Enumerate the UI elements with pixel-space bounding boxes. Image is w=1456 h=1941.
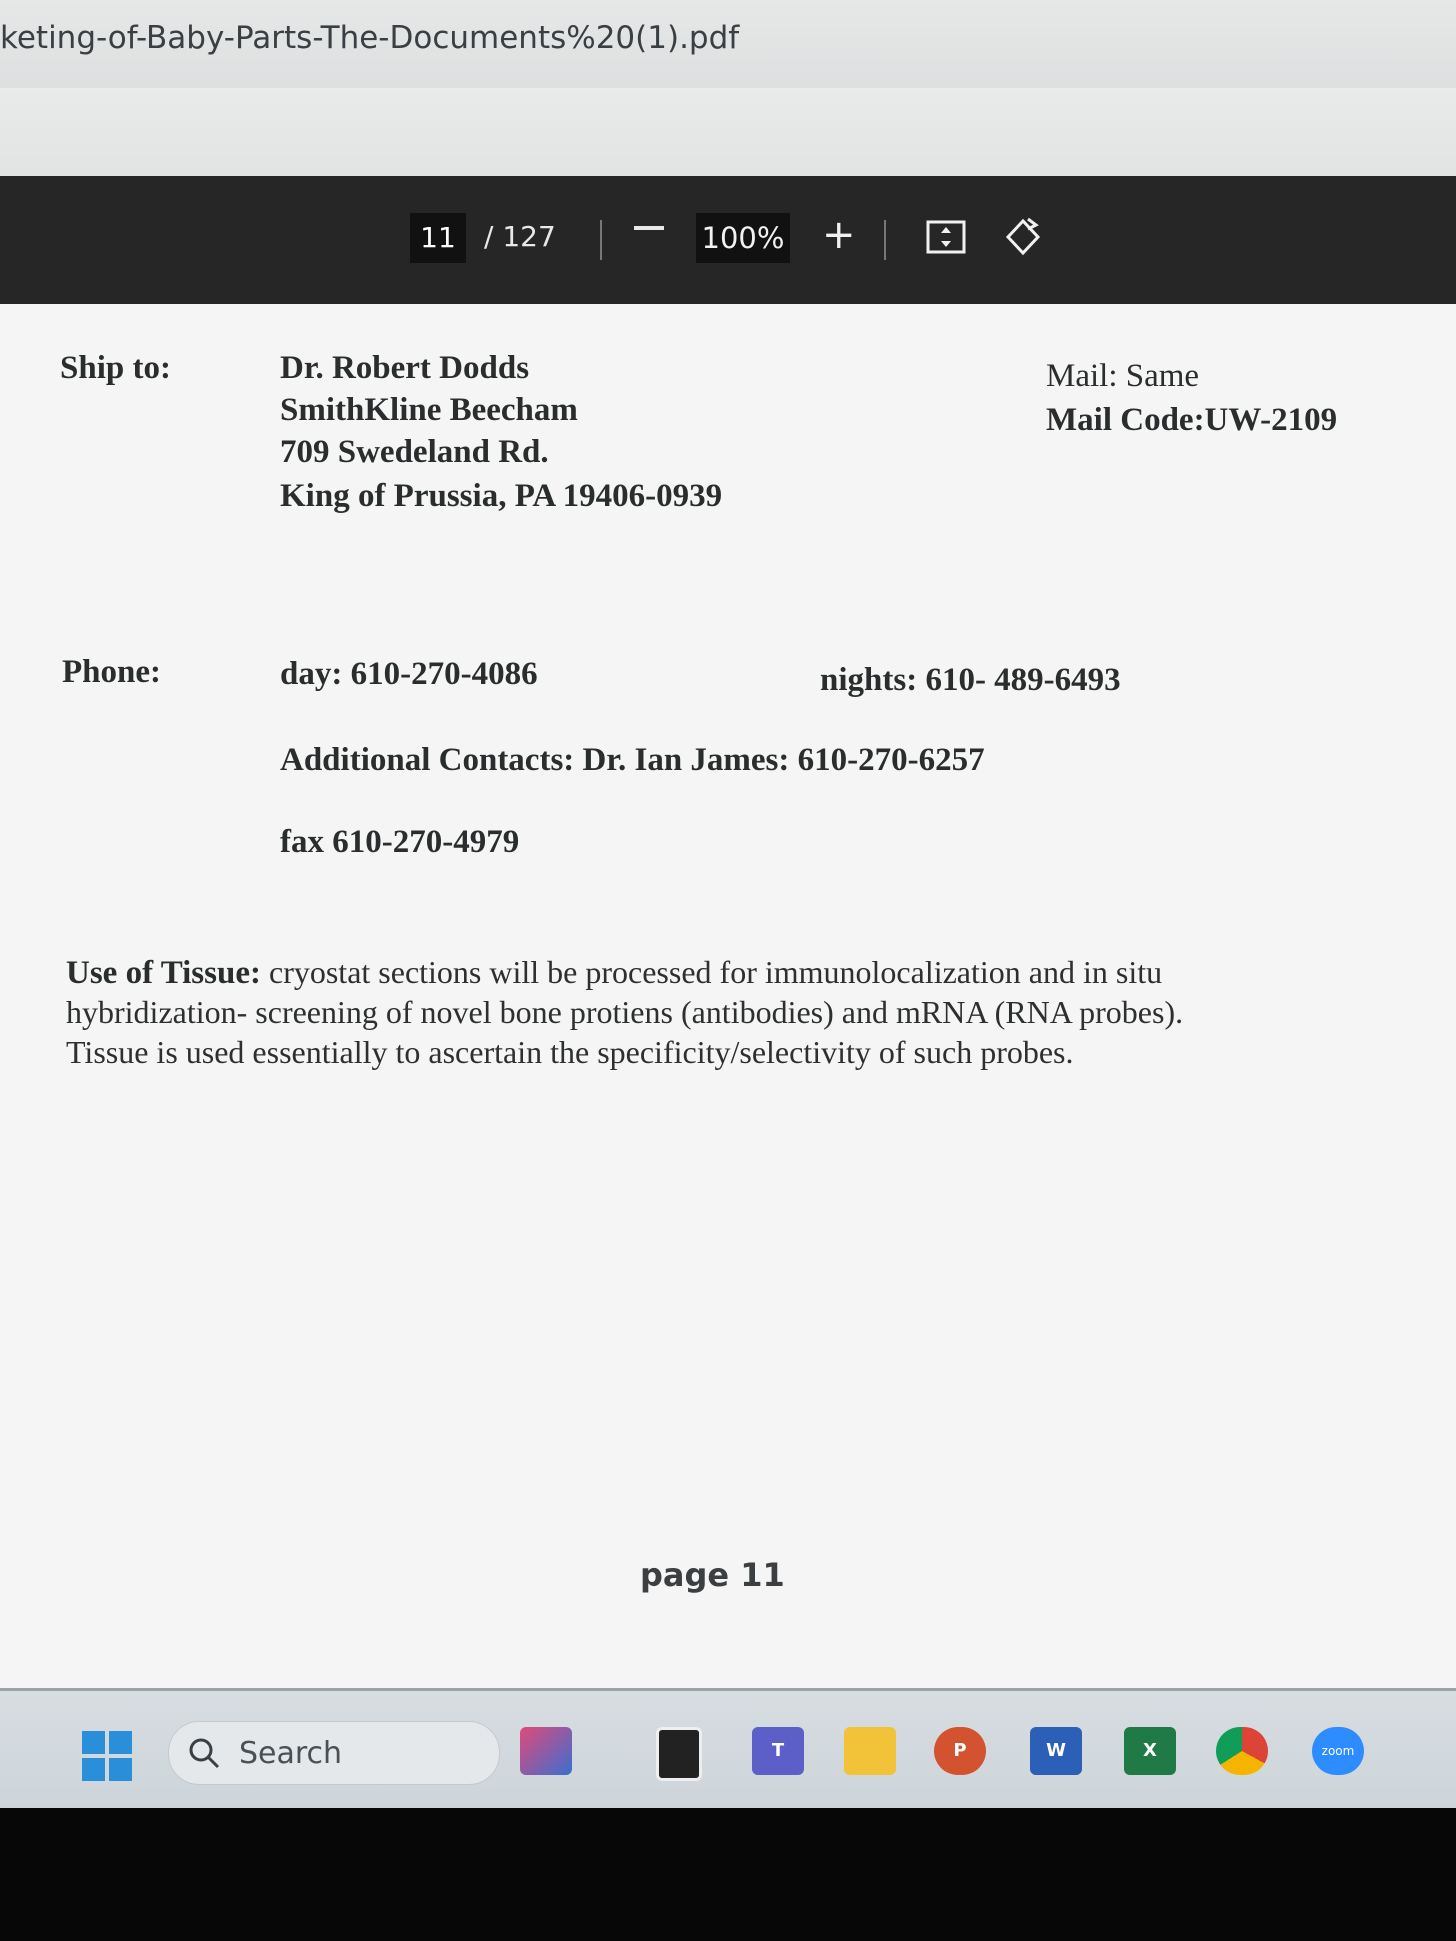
pdf-page: [0, 304, 1456, 1688]
zoom-out-button[interactable]: [634, 226, 664, 230]
search-icon: [187, 1736, 221, 1770]
windows-taskbar: [0, 1688, 1456, 1811]
use-of-tissue-line: [66, 954, 1162, 992]
toolbar-divider: [884, 220, 886, 260]
taskbar-search-box[interactable]: [168, 1721, 500, 1785]
windows-start-icon[interactable]: [82, 1731, 132, 1781]
use-of-tissue-text: hybridization- screening of novel bone protiens (antibodies) and mRNA (RNA probes).: [66, 994, 1184, 1030]
rotate-icon[interactable]: [1002, 216, 1044, 258]
additional-contacts: Additional Contacts: Dr. Ian James: 610-270-6257: [280, 742, 985, 778]
fit-page-icon[interactable]: [926, 220, 966, 254]
night-phone: nights: 610- 489-6493: [820, 662, 1121, 698]
page-number-input[interactable]: 11: [410, 213, 466, 263]
page-footer: page 11: [640, 1556, 785, 1594]
screen-bezel: [0, 1808, 1456, 1941]
snipping-tool-icon[interactable]: [520, 1727, 572, 1775]
excel-icon[interactable]: X: [1124, 1727, 1176, 1775]
browser-title-bar: [0, 0, 1456, 88]
powerpoint-icon[interactable]: P: [934, 1727, 986, 1775]
page-total: / 127: [484, 220, 556, 253]
address-line: 709 Swedeland Rd.: [280, 434, 549, 470]
zoom-icon[interactable]: zoom: [1312, 1727, 1364, 1775]
teams-icon[interactable]: T: [752, 1727, 804, 1775]
mail-code: Mail Code:UW-2109: [1046, 402, 1338, 438]
address-line: SmithKline Beecham: [280, 392, 578, 428]
pdf-toolbar: [0, 176, 1456, 304]
search-placeholder: Search: [239, 1736, 343, 1771]
address-line: King of Prussia, PA 19406-0939: [280, 478, 723, 514]
pdf-tab-title[interactable]: keting-of-Baby-Parts-The-Documents%20(1).pdf: [0, 20, 740, 56]
use-of-tissue-text: Tissue is used essentially to ascertain the specificity/selectivity of such probes.: [66, 1034, 1074, 1070]
phone-label: Phone:: [62, 654, 161, 690]
terminal-icon[interactable]: [656, 1727, 702, 1781]
word-icon[interactable]: W: [1030, 1727, 1082, 1775]
address-line: Dr. Robert Dodds: [280, 350, 530, 386]
zoom-in-button[interactable]: +: [822, 212, 856, 258]
browser-spacer: [0, 88, 1456, 176]
zoom-level-input[interactable]: 100%: [696, 213, 790, 263]
mail-same: Mail: Same: [1046, 358, 1200, 394]
ship-to-label: Ship to:: [60, 350, 171, 386]
fax-number: fax 610-270-4979: [280, 824, 520, 860]
use-of-tissue-label: Use of Tissue:: [66, 955, 261, 991]
toolbar-divider: [600, 220, 602, 260]
use-of-tissue-text: cryostat sections will be processed for immunolocalization and in situ: [260, 954, 1163, 990]
file-explorer-icon[interactable]: [844, 1727, 896, 1775]
day-phone: day: 610-270-4086: [280, 656, 538, 692]
chrome-icon[interactable]: [1216, 1727, 1268, 1775]
